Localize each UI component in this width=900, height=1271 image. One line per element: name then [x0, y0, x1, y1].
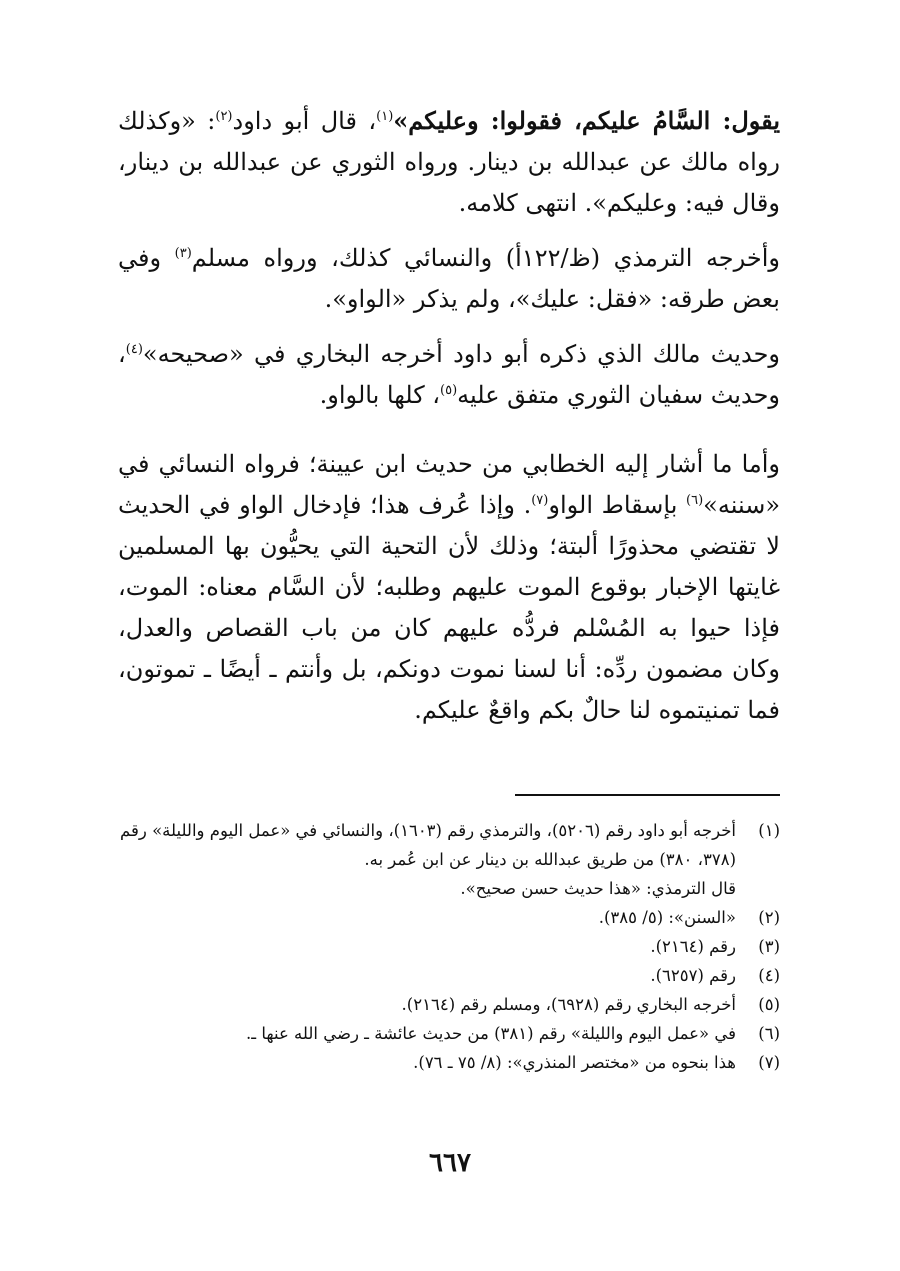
paragraph-3 — [118, 334, 780, 416]
footnote-ref-7[interactable]: (٧) — [531, 493, 549, 508]
paragraph-4-text-a: وأما ما أشار إليه الخطابي من حديث ابن عيينة؛ فرواه النسائي في «سننه» — [118, 450, 780, 519]
footnote-text: هذا بنحوه من «مختصر المنذري»: (٨/ ٧٥ ـ ٧٦). — [413, 1053, 736, 1072]
footnote-number: (٣) — [758, 937, 780, 956]
footnote-text: أخرجه البخاري رقم (٦٩٢٨)، ومسلم رقم (٢١٦٤). — [401, 995, 736, 1014]
footnote-ref-5[interactable]: (٥) — [440, 383, 458, 398]
footnote-number: (٢) — [758, 908, 780, 927]
footnote-7 — [118, 1048, 780, 1077]
footnote-text: رقم (٢١٦٤). — [650, 937, 736, 956]
paragraph-3-text-b: ، وحديث سفيان الثوري متفق عليه — [118, 340, 780, 409]
paragraph-4 — [118, 444, 780, 731]
paragraph-2-text-b: وفي بعض طرقه: «فقل: عليك»، ولم يذكر «الواو». — [118, 244, 780, 313]
footnote-number: (٧) — [758, 1053, 780, 1072]
paragraph-4-text-b: بإسقاط الواو — [548, 491, 687, 519]
paragraph-3-text-c: ، كلها بالواو. — [319, 381, 441, 409]
footnote-number: (٦) — [758, 1024, 780, 1043]
footnote-1-continuation: قال الترمذي: «هذا حديث حسن صحيح». — [460, 879, 736, 898]
footnotes — [118, 816, 780, 1077]
footnote-3 — [118, 932, 780, 961]
footnote-ref-2[interactable]: (٢) — [215, 109, 233, 124]
paragraph-3-text-a: وحديث مالك الذي ذكره أبو داود أخرجه البخاري في «صحيحه» — [142, 340, 780, 368]
paragraph-1-text-a: ، قال أبو داود — [232, 107, 377, 135]
footnote-ref-1[interactable]: (١) — [376, 109, 394, 124]
footnote-2 — [118, 903, 780, 932]
footnote-number: (٥) — [758, 995, 780, 1014]
footnote-text: رقم (٦٢٥٧). — [650, 966, 736, 985]
footnote-text: أخرجه أبو داود رقم (٥٢٠٦)، والترمذي رقم (١٦٠٣)، والنسائي في «عمل اليوم والليلة» رقم (٣٧٨، ٣٨٠) من طريق عبدالله بن دينار عن ابن عُمر به. — [120, 821, 736, 869]
paragraph-1-text-b: : «وكذلك رواه مالك عن عبدالله بن دينار. ورواه الثوري عن عبدالله بن دينار، وقال فيه: وعليكم». انتهى كلامه. — [118, 107, 780, 217]
footnote-ref-6[interactable]: (٦) — [686, 493, 704, 508]
paragraph-2 — [118, 238, 780, 320]
page-number: ٦٦٧ — [429, 1148, 471, 1178]
footnote-6 — [118, 1019, 780, 1048]
footnote-text: في «عمل اليوم والليلة» رقم (٣٨١) من حديث عائشة ـ رضي الله عنها ـ. — [246, 1024, 736, 1043]
footnote-text: «السنن»: (٥/ ٣٨٥). — [598, 908, 736, 927]
footnote-separator — [515, 794, 780, 796]
footnote-number: (٤) — [758, 966, 780, 985]
main-text — [118, 100, 780, 731]
footnote-5 — [118, 990, 780, 1019]
footnote-number: (١) — [758, 821, 780, 840]
footnote-4 — [118, 961, 780, 990]
paragraph-1 — [118, 100, 780, 224]
paragraph-4-text-c: . وإذا عُرف هذا؛ فإدخال الواو في الحديث لا تقتضي محذورًا ألبتة؛ وذلك لأن التحية التي يحيُّون بها المسلمين غايتها الإخبار بوقوع الموت عليهم وطلبه؛ لأن السَّام معناه: الموت، فإذا حيوا به المُسْلم فردُّه عليهم كان من باب القصاص والعدل، وكان مضمون ردِّه: أنا لسنا نموت دونكم، بل وأنتم ـ أيضًا ـ تموتون، فما تمنيتموه لنا حالٌ بكم واقعٌ عليكم. — [118, 491, 780, 724]
paragraph-2-text-a: وأخرجه الترمذي (ظ/١٢٢أ) والنسائي كذلك، ورواه مسلم — [191, 244, 780, 272]
footnote-ref-3[interactable]: (٣) — [174, 246, 192, 261]
hadith-quote: يقول: السَّامُ عليكم، فقولوا: وعليكم» — [393, 106, 780, 135]
footnote-ref-4[interactable]: (٤) — [125, 342, 143, 357]
footnote-1 — [118, 816, 780, 874]
